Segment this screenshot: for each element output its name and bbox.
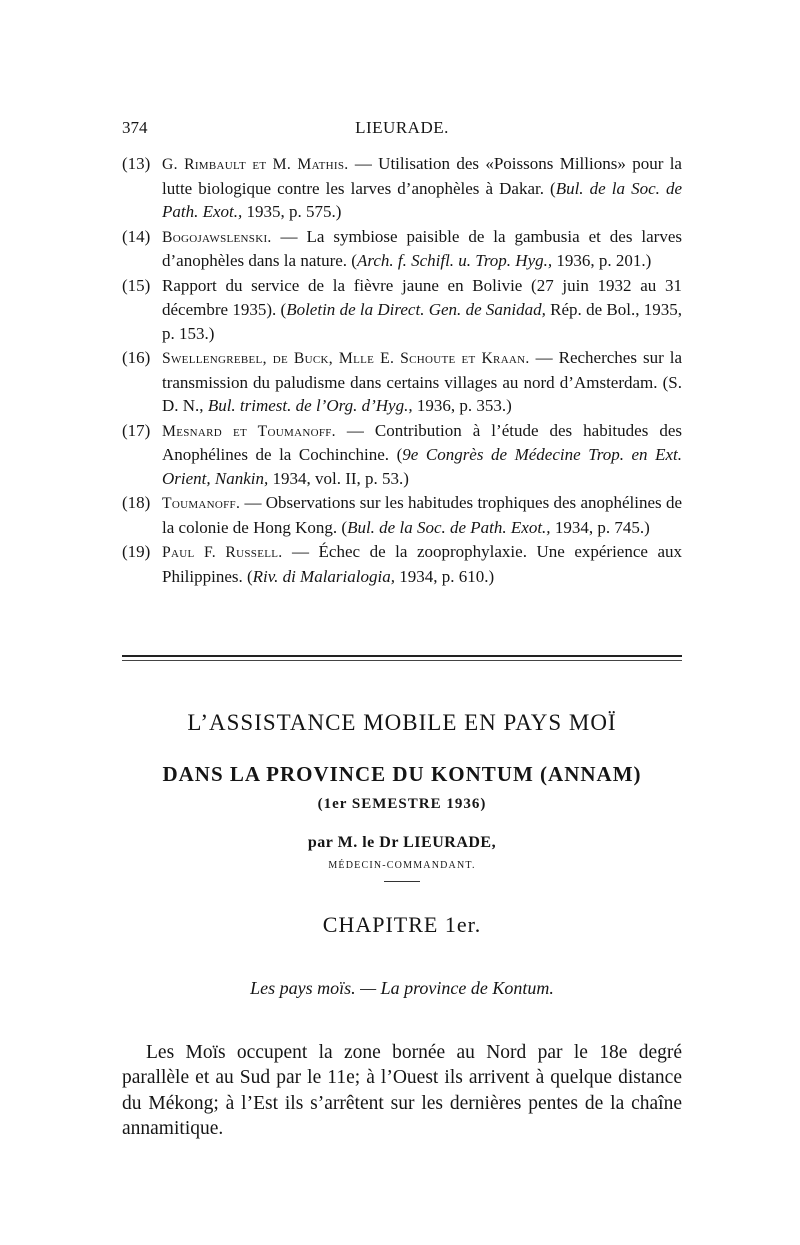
reference-source: Arch. f. Schifl. u. Trop. Hyg.,	[356, 251, 553, 270]
reference-text	[162, 346, 682, 418]
reference-author: G. Rimbault et M. Mathis.	[162, 156, 349, 173]
chapter-subheading: Les pays moïs. — La province de Kontum.	[250, 978, 554, 998]
reference-tail: 1935, p. 575.)	[242, 202, 342, 221]
page-number: 374	[122, 118, 148, 137]
reference-number: (16)	[122, 348, 151, 367]
chapter-heading: CHAPITRE 1er.	[322, 912, 482, 937]
reference-text	[162, 225, 682, 273]
running-title: LIEURADE.	[355, 118, 449, 137]
reference-number: (13)	[122, 154, 151, 173]
page-header	[122, 118, 682, 140]
reference-source: Bul. de la Soc. de Path. Exot.,	[347, 517, 551, 537]
reference-title: Rapport du service de la fièvre jaune en Bolivie (27 juin 1932 au 31 décembre 1935). (	[162, 275, 682, 319]
reference-list	[122, 152, 682, 589]
reference-title: — Contribution à l’étude des habitudes des Anophélines de la Cochinchine. (	[162, 420, 682, 464]
body-paragraph: Les Moïs occupent la zone bornée au Nord par le 18e degré parallèle et au Sud par le 11e; à l’Ouest ils arrivent à quelque distance du Mékong; à l’Est ils s’arrêtent sur les dernières pentes de la chaîne annamitique.	[122, 1041, 682, 1139]
reference-tail: Rép. de Bol., 1935, p. 153.)	[162, 300, 682, 343]
reference-title: — Échec de la zooprophylaxie. Une expérience aux Philippines. (	[162, 542, 683, 586]
section-divider	[122, 655, 682, 657]
reference-tail: 1934, p. 745.)	[550, 517, 650, 537]
reference-text	[162, 540, 682, 588]
reference-author: Toumanoff.	[162, 495, 241, 512]
reference-item	[122, 346, 682, 418]
reference-author: Paul F. Russell.	[162, 544, 283, 561]
reference-item	[122, 419, 682, 491]
article-title: L’ASSISTANCE MOBILE EN PAYS MOÏ	[187, 710, 617, 735]
reference-author: Bogojawslenski.	[162, 228, 272, 246]
reference-tail: 1934, p. 610.)	[394, 566, 495, 586]
reference-title: — Recherches sur la transmission du paludisme dans certains villages au nord d’Amsterdam. (S. D. N.,	[162, 348, 683, 415]
reference-source: Bul. de la Soc. de Path. Exot.,	[162, 178, 682, 221]
reference-item	[122, 225, 682, 273]
article-period: (1er SEMESTRE 1936)	[317, 796, 487, 812]
article-subtitle: DANS LA PROVINCE DU KONTUM (ANNAM)	[162, 762, 642, 786]
reference-item	[122, 274, 682, 346]
reference-number: (19)	[122, 542, 151, 561]
reference-number: (18)	[122, 493, 151, 512]
reference-item	[122, 540, 682, 588]
reference-text	[162, 491, 682, 539]
reference-text	[162, 419, 682, 491]
reference-item	[122, 491, 682, 539]
reference-number: (17)	[122, 420, 151, 440]
reference-title: — La symbiose paisible de la gambusia et des larves d’anophèles dans la nature. (	[162, 226, 682, 270]
reference-tail: 1936, p. 201.)	[552, 251, 652, 270]
reference-title: — Observations sur les habitudes trophiques des anophélines de la colonie de Hong Kong. (	[162, 493, 682, 537]
article-byline: par M. le Dr LIEURADE,	[307, 834, 497, 851]
reference-author: Swellengrebel, de Buck, Mlle E. Schoute et Kraan.	[162, 350, 530, 367]
reference-source: 9e Congrès de Médecine Trop. en Ext. Orient, Nankin,	[162, 445, 683, 488]
reference-title: — Utilisation des «Poissons Millions» pour la lutte biologique contre les larves d’anophèles à Dakar. (	[162, 154, 682, 198]
reference-source: Bul. trimest. de l’Org. d’Hyg.,	[207, 396, 413, 415]
reference-number: (15)	[122, 275, 151, 295]
reference-source: Boletin de la Direct. Gen. de Sanidad,	[286, 300, 546, 319]
short-divider	[384, 881, 420, 882]
author-role: MÉDECIN-COMMANDANT.	[328, 860, 476, 871]
reference-tail: 1936, p. 353.)	[412, 396, 512, 415]
reference-text	[162, 152, 682, 224]
reference-source: Riv. di Malarialogia,	[252, 566, 395, 586]
reference-author: Mesnard et Toumanoff.	[162, 422, 336, 440]
reference-number: (14)	[122, 226, 151, 246]
reference-text	[162, 274, 682, 346]
reference-tail: 1934, vol. II, p. 53.)	[268, 468, 409, 488]
reference-item	[122, 152, 682, 224]
